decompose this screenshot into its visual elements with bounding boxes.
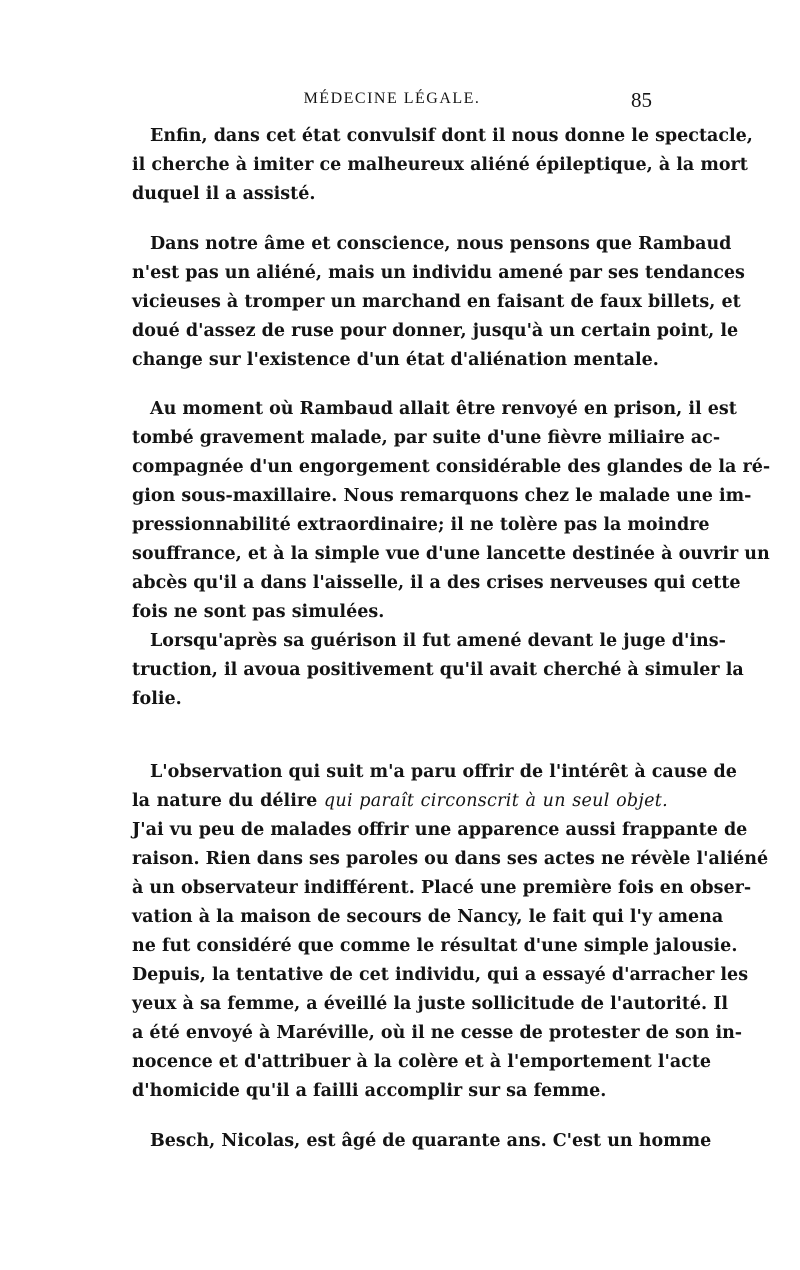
text-line: a été envoyé à Maréville, où il ne cesse de protester de son in- <box>132 1023 743 1043</box>
text-fragment: la nature du délire <box>132 791 318 811</box>
text-line: vation à la maison de secours de Nancy, le fait qui l'y amena <box>132 907 724 927</box>
text-line: change sur l'existence d'un état d'aliénation mentale. <box>132 350 659 370</box>
text-line: il cherche à imiter ce malheureux aliéné épileptique, à la mort <box>132 155 748 175</box>
text-line: Enfin, dans cet état convulsif dont il nous donne le spectacle, <box>150 126 753 146</box>
italic-phrase: qui paraît circonscrit à un seul objet. <box>323 791 668 811</box>
text-line: Depuis, la tentative de cet individu, qui a essayé d'arracher les <box>132 965 749 985</box>
text-line: compagnée d'un engorgement considérable des glandes de la ré- <box>132 457 771 477</box>
page-header <box>132 90 652 116</box>
text-line: Dans notre âme et conscience, nous pensons que Rambaud <box>150 234 732 254</box>
text-line: Besch, Nicolas, est âgé de quarante ans. C'est un homme <box>150 1131 712 1151</box>
text-line: Au moment où Rambaud allait être renvoyé en prison, il est <box>150 399 737 419</box>
text-line: nocence et d'attribuer à la colère et à l'emportement l'acte <box>132 1052 712 1072</box>
text-line: à un observateur indifférent. Placé une première fois en obser- <box>132 878 752 898</box>
text-line: vicieuses à tromper un marchand en faisant de faux billets, et <box>132 292 741 312</box>
text-line: ne fut considéré que comme le résultat d'une simple jalousie. <box>132 936 738 956</box>
text-line: yeux à sa femme, a éveillé la juste sollicitude de l'autorité. Il <box>132 994 729 1014</box>
text-line: doué d'assez de ruse pour donner, jusqu'à un certain point, le <box>132 321 739 341</box>
text-line: tombé gravement malade, par suite d'une fièvre miliaire ac- <box>132 428 721 448</box>
text-line: duquel il a assisté. <box>132 184 316 204</box>
text-line <box>0 787 800 816</box>
text-line: souffrance, et à la simple vue d'une lancette destinée à ouvrir un <box>132 544 770 564</box>
text-line: fois ne sont pas simulées. <box>132 602 385 622</box>
text-line: gion sous-maxillaire. Nous remarquons chez le malade une im- <box>132 486 752 506</box>
text-line: Lorsqu'après sa guérison il fut amené devant le juge d'ins- <box>150 631 726 651</box>
text-line: folie. <box>132 689 182 709</box>
text-line: L'observation qui suit m'a paru offrir de l'intérêt à cause de <box>150 762 737 782</box>
text-line: truction, il avoua positivement qu'il avait cherché à simuler la <box>132 660 744 680</box>
text-line: J'ai vu peu de malades offrir une apparence aussi frappante de <box>132 820 748 840</box>
text-line: abcès qu'il a dans l'aisselle, il a des crises nerveuses qui cette <box>132 573 741 593</box>
text-line: d'homicide qu'il a failli accomplir sur sa femme. <box>132 1081 607 1101</box>
text-line: raison. Rien dans ses paroles ou dans ses actes ne révèle l'aliéné <box>132 849 769 869</box>
running-title: MÉDECINE LÉGALE. <box>303 90 481 107</box>
text-line: pressionnabilité extraordinaire; il ne tolère pas la moindre <box>132 515 710 535</box>
text-line: n'est pas un aliéné, mais un individu amené par ses tendances <box>132 263 745 283</box>
page-number: 85 <box>631 88 652 112</box>
